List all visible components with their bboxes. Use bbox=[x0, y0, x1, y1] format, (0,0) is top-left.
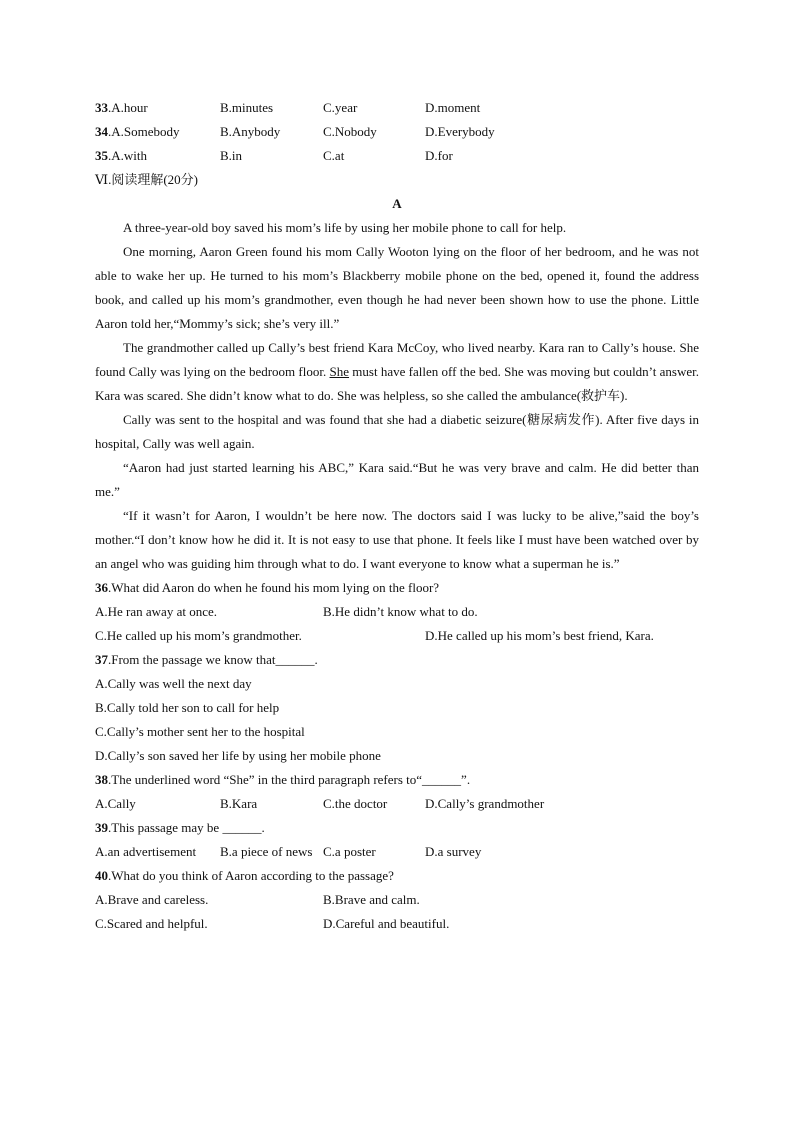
question-number: 35 bbox=[95, 148, 108, 163]
paragraph-3: The grandmother called up Cally’s best friend Kara McCoy, who lived nearby. Kara ran to Cally’s house. She found Cally was lying on the bedroom floor. She must have fallen off the bed. She was moving but couldn’t answer. Kara was scared. She didn’t know what to do. She was helpless, so she called the ambulance(救护车). bbox=[95, 340, 700, 403]
paragraph-4: Cally was sent to the hospital and was found that she had a diabetic seizure(糖尿病发作). After five days in hospital, Cally was well again. bbox=[95, 412, 699, 451]
option-d: D.He called up his mom’s best friend, Kara. bbox=[425, 628, 654, 643]
option-c: C.Nobody bbox=[323, 124, 377, 139]
question-35-options bbox=[95, 144, 699, 168]
question-38-stem: 38.The underlined word “She” in the third paragraph refers to“______”. bbox=[95, 772, 471, 787]
option-a: A.Cally bbox=[95, 796, 136, 811]
option-a: .A.with bbox=[108, 148, 147, 163]
question-39-stem: 39.This passage may be ______. bbox=[95, 820, 265, 835]
option-c: C.a poster bbox=[323, 844, 376, 859]
question-40-stem: 40.What do you think of Aaron according to the passage? bbox=[95, 868, 394, 883]
option-c: C.Cally’s mother sent her to the hospital bbox=[95, 724, 305, 739]
option-d: D.moment bbox=[425, 100, 481, 115]
question-number: 40 bbox=[95, 868, 108, 883]
question-36-stem: 36.What did Aaron do when he found his mom lying on the floor? bbox=[95, 580, 440, 595]
option-b: B.a piece of news bbox=[220, 844, 313, 859]
paragraph-5: “Aaron had just started learning his ABC,” Kara said.“But he was very brave and calm. He did better than me.” bbox=[95, 460, 699, 499]
option-c: C.year bbox=[323, 100, 358, 115]
paragraph-6: “If it wasn’t for Aaron, I wouldn’t be here now. The doctors said I was lucky to be alive,”said the boy’s mother.“I don’t know how he did it. It is not easy to use that phone. It feels like I must have been watched over by an angel who was guiding him through what to do. I want everyone to know what a superman he is.” bbox=[95, 508, 699, 571]
question-number: 37 bbox=[95, 652, 108, 667]
option-a: A.an advertisement bbox=[95, 844, 197, 859]
option-d: D.Everybody bbox=[425, 124, 495, 139]
question-33-options bbox=[95, 96, 699, 120]
option-a: A.He ran away at once. bbox=[95, 604, 217, 619]
option-a: .A.hour bbox=[108, 100, 148, 115]
question-number: 38 bbox=[95, 772, 108, 787]
question-40-options-row1 bbox=[95, 888, 699, 912]
section-title: Ⅵ.阅读理解(20分) bbox=[95, 172, 198, 187]
question-38-options bbox=[95, 792, 699, 816]
option-a: .A.Somebody bbox=[108, 124, 180, 139]
question-36-options-row2 bbox=[95, 624, 699, 648]
question-number: 39 bbox=[95, 820, 108, 835]
question-39-options bbox=[95, 840, 699, 864]
option-d: D.for bbox=[425, 148, 453, 163]
option-d: D.a survey bbox=[425, 844, 482, 859]
option-d: D.Cally’s son saved her life by using her mobile phone bbox=[95, 748, 381, 763]
exam-page bbox=[95, 96, 699, 936]
option-c: C.Scared and helpful. bbox=[95, 916, 208, 931]
question-34-options bbox=[95, 120, 699, 144]
option-a: A.Cally was well the next day bbox=[95, 676, 252, 691]
paragraph-2: One morning, Aaron Green found his mom Cally Wooton lying on the floor of her bedroom, and he was not able to wake her up. He turned to his mom’s Blackberry mobile phone on the bed, opened it, found the address book, and called up his mom’s grandmother, even though he had never been shown how to use the phone. Little Aaron told her,“Mommy’s sick; she’s very ill.” bbox=[95, 244, 699, 331]
option-c: C.the doctor bbox=[323, 796, 388, 811]
option-b: B.Cally told her son to call for help bbox=[95, 700, 280, 715]
option-b: B.He didn’t know what to do. bbox=[323, 604, 478, 619]
option-b: B.Kara bbox=[220, 796, 258, 811]
option-b: B.minutes bbox=[220, 100, 274, 115]
question-number: 33 bbox=[95, 100, 108, 115]
paragraph-1: A three-year-old boy saved his mom’s life by using her mobile phone to call for help. bbox=[123, 220, 567, 235]
question-37-stem: 37.From the passage we know that______. bbox=[95, 652, 318, 667]
option-b: B.Brave and calm. bbox=[323, 892, 420, 907]
option-b: B.Anybody bbox=[220, 124, 281, 139]
underlined-word: She bbox=[329, 364, 350, 379]
option-c: C.at bbox=[323, 148, 345, 163]
question-40-options-row2 bbox=[95, 912, 699, 936]
option-d: D.Cally’s grandmother bbox=[425, 796, 545, 811]
question-number: 36 bbox=[95, 580, 108, 595]
passage-label: A bbox=[392, 196, 402, 211]
option-b: B.in bbox=[220, 148, 243, 163]
question-36-options-row1 bbox=[95, 600, 699, 624]
question-number: 34 bbox=[95, 124, 108, 139]
option-c: C.He called up his mom’s grandmother. bbox=[95, 628, 302, 643]
option-a: A.Brave and careless. bbox=[95, 892, 209, 907]
option-d: D.Careful and beautiful. bbox=[323, 916, 450, 931]
